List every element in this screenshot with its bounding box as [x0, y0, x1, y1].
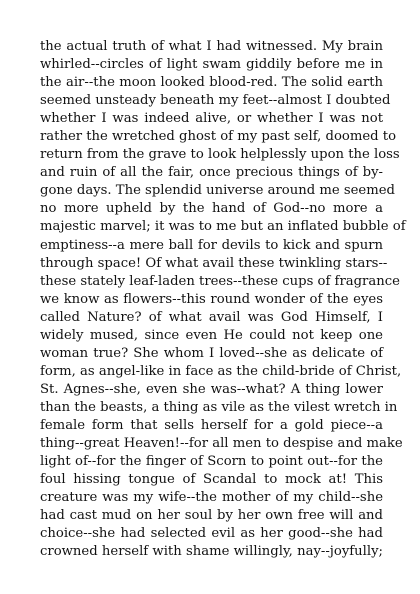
- text-line: creature was my wife--the mother of my child--she: [40, 490, 383, 506]
- text-line: woman true? She whom I loved--she as delicate of: [40, 345, 383, 361]
- text-line: foul hissing tongue of Scandal to mock at! This: [40, 472, 383, 488]
- text-line: light of--for the finger of Scorn to point out--for the: [40, 454, 383, 470]
- text-line: gone days. The splendid universe around me seemed: [40, 183, 395, 199]
- text-line: than the beasts, a thing as vile as the vilest wretch in: [40, 399, 398, 415]
- text-line: and ruin of all the fair, once precious things of by-: [40, 165, 383, 181]
- text-line: St. Agnes--she, even she was--what? A thing lower: [40, 381, 383, 397]
- text-line: called Nature? of what avail was God Himself, I: [40, 309, 383, 325]
- text-line: the actual truth of what I had witnessed. My brain: [40, 39, 383, 54]
- page-body-text: [40, 38, 406, 561]
- text-line: we know as flowers--this round wonder of the eyes: [40, 291, 383, 307]
- text-line: had cast mud on her soul by her own free will and: [40, 508, 383, 524]
- text-line: female form that sells herself for a gold piece--a: [40, 417, 383, 433]
- text-line: thing--great Heaven!--for all men to despise and make: [40, 436, 403, 452]
- text-line: choice--she had selected evil as her good--she had: [40, 526, 383, 542]
- text-line: emptiness--a mere ball for devils to kick and spurn: [40, 237, 383, 253]
- text-line: whether I was indeed alive, or whether I was not: [40, 111, 383, 127]
- text-line: whirled--circles of light swam giddily before me in: [40, 57, 383, 73]
- text-line: form, as angel-like in face as the child-bride of Christ,: [40, 363, 402, 379]
- text-line: through space! Of what avail these twinkling stars--: [40, 255, 388, 271]
- text-line: crowned herself with shame willingly, nay--joyfully;: [40, 544, 383, 560]
- text-line: rather the wretched ghost of my past self, doomed to: [40, 129, 397, 145]
- text-line: widely mused, since even He could not keep one: [40, 327, 383, 343]
- text-line: majestic marvel; it was to me but an inflated bubble of: [40, 219, 406, 235]
- text-line: the air--the moon looked blood-red. The solid earth: [40, 75, 383, 91]
- text-line: return from the grave to look helplessly upon the loss: [40, 147, 400, 163]
- text-line: seemed unsteady beneath my feet--almost I doubted: [40, 93, 391, 109]
- text-line: no more upheld by the hand of God--no more a: [40, 201, 383, 217]
- text-line: these stately leaf-laden trees--these cups of fragrance: [40, 273, 400, 289]
